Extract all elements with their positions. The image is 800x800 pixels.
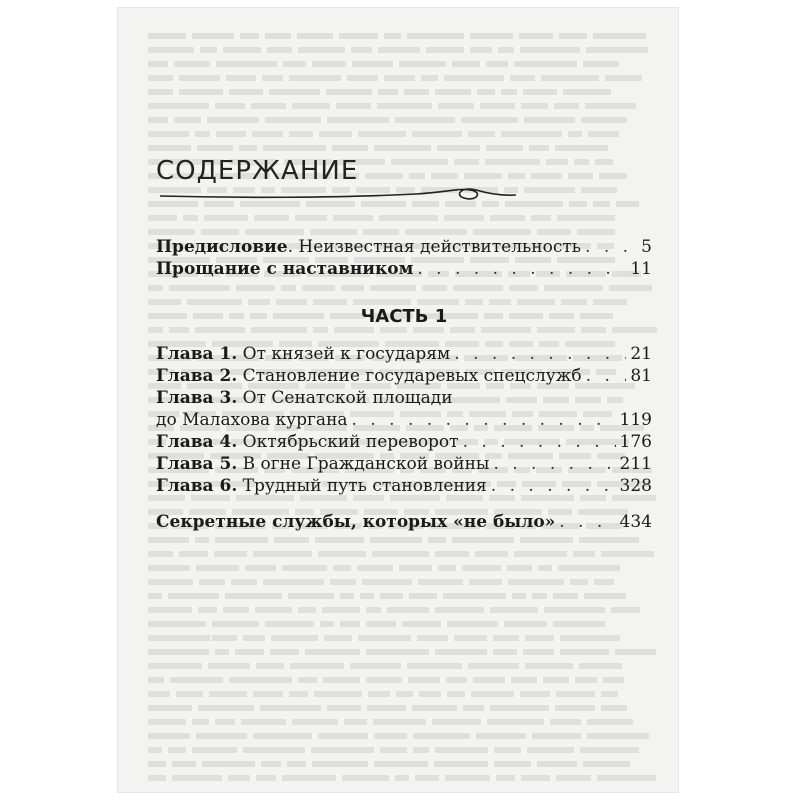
chapter-title: Октябрьский переворот xyxy=(237,432,459,452)
chapter-title: Становление государевых спецслужб xyxy=(237,366,582,386)
entry-label-bold: Предисловие xyxy=(156,237,288,257)
leader-dots xyxy=(352,409,616,431)
toc-entry-chapter-4[interactable] xyxy=(156,431,652,453)
part-heading: ЧАСТЬ 1 xyxy=(360,306,448,327)
page-number: 119 xyxy=(619,410,652,430)
chapter-title: Трудный путь становления xyxy=(237,476,487,496)
page-number: 434 xyxy=(619,512,652,532)
leader-dots xyxy=(493,453,615,475)
toc-heading: СОДЕРЖАНИЕ xyxy=(156,156,359,186)
chapter-number: Глава 3. xyxy=(156,388,238,408)
leader-dots xyxy=(585,236,637,258)
toc-entry-chapter-2[interactable] xyxy=(156,365,652,387)
leader-dots xyxy=(417,258,626,280)
toc-entry-chapter-1[interactable] xyxy=(156,343,652,365)
toc-entry-farewell[interactable] xyxy=(156,258,652,280)
leader-dots xyxy=(491,475,616,497)
leader-dots xyxy=(454,343,626,365)
page-number: 21 xyxy=(630,344,652,364)
chapter-number: Глава 1. xyxy=(156,344,238,364)
chapter-number: Глава 5. xyxy=(156,454,238,474)
entry-label-bold: Прощание с наставником xyxy=(156,259,414,279)
flourish-ornament xyxy=(158,184,518,206)
page-number: 211 xyxy=(619,454,652,474)
page-number: 176 xyxy=(619,432,652,452)
chapter-number: Глава 4. xyxy=(156,432,238,452)
chapter-number: Глава 2. xyxy=(156,366,238,386)
chapter-title: От князей к государям xyxy=(237,344,451,364)
toc-entry-preface[interactable] xyxy=(156,236,652,258)
entry-label: . Неизвестная действительность xyxy=(287,237,582,257)
toc-entry-secret-services[interactable] xyxy=(156,511,652,533)
page-number: 81 xyxy=(630,366,652,386)
toc-entry-chapter-3[interactable] xyxy=(156,387,652,431)
toc-entry-chapter-5[interactable] xyxy=(156,453,652,475)
chapter-title-continued: до Малахова кургана xyxy=(156,410,348,430)
chapter-title: В огне Гражданской войны xyxy=(237,454,490,474)
page-number: 5 xyxy=(641,237,652,257)
leader-dots xyxy=(586,365,627,387)
entry-label-bold: Секретные службы, которых «не было» xyxy=(156,512,556,532)
page-number: 11 xyxy=(630,259,652,279)
page-number: 328 xyxy=(619,476,652,496)
chapter-number: Глава 6. xyxy=(156,476,238,496)
chapter-title: От Сенатской площади xyxy=(237,388,453,408)
leader-dots xyxy=(559,511,615,533)
book-page xyxy=(118,8,678,792)
toc-entries xyxy=(156,236,652,533)
leader-dots xyxy=(463,431,616,453)
toc-entry-chapter-6[interactable] xyxy=(156,475,652,497)
